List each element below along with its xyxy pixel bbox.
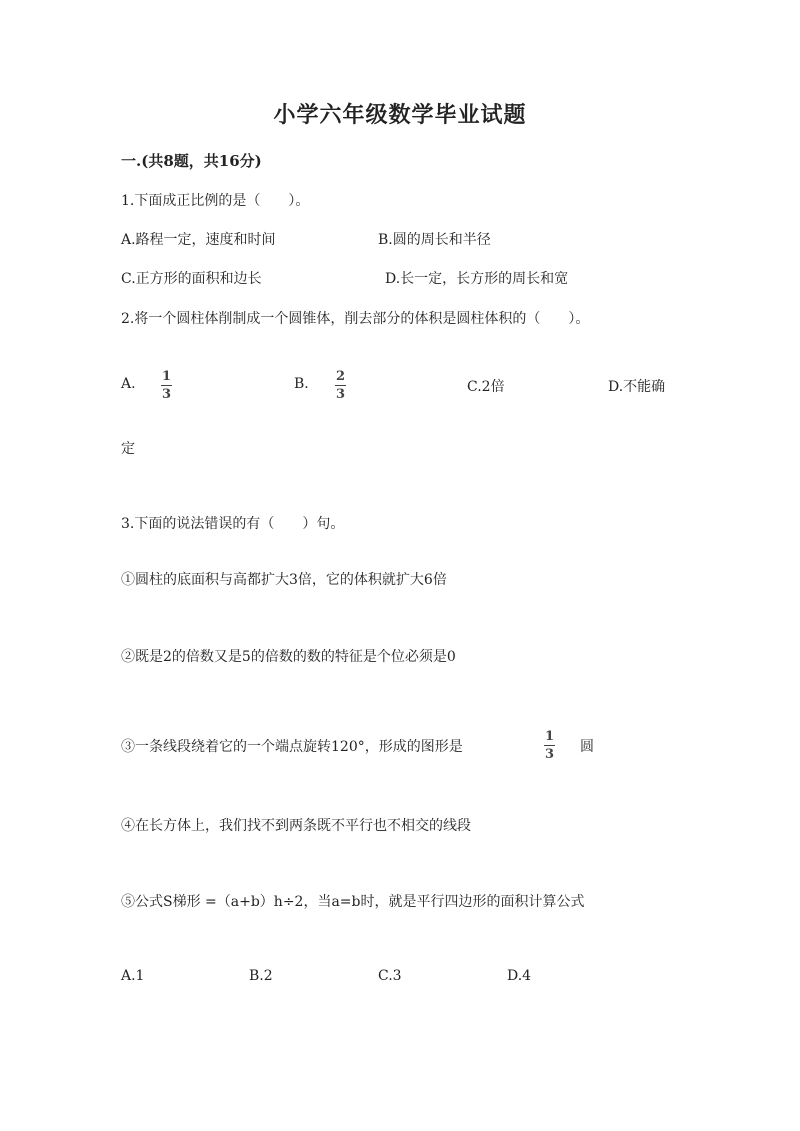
fraction-numerator: 1 <box>161 369 172 384</box>
q2-stem: 2.将一个圆柱体削制成一个圆锥体，削去部分的体积是圆柱体积的（ ）。 <box>121 311 590 327</box>
q1-option-a: A.路程一定，速度和时间 <box>121 232 276 248</box>
fraction-bar <box>161 385 172 386</box>
fraction-bar <box>544 745 555 746</box>
q1-option-b: B.圆的周长和半径 <box>378 232 491 248</box>
fraction-numerator: 1 <box>544 729 555 744</box>
q3-statement-3-fraction <box>544 730 555 761</box>
q1-stem: 1.下面成正比例的是（ ）。 <box>121 193 310 209</box>
q3-statement-4: ④在长方体上，我们找不到两条既不平行也不相交的线段 <box>121 818 471 834</box>
fraction-denominator: 3 <box>161 387 172 402</box>
q3-statement-3-suffix: 圆 <box>580 739 594 755</box>
q3-statement-1: ①圆柱的底面积与高都扩大3倍，它的体积就扩大6倍 <box>121 572 447 588</box>
q3-option-b: B.2 <box>249 968 273 984</box>
fraction-bar <box>335 385 346 386</box>
q3-option-d: D.4 <box>507 968 532 984</box>
section-heading: 一.(共8题，共16分) <box>121 152 262 170</box>
q2-option-b-label: B. <box>294 376 309 392</box>
q2-option-a-fraction <box>161 370 172 401</box>
q2-option-a-label: A. <box>121 376 136 392</box>
q3-option-c: C.3 <box>378 968 402 984</box>
fraction-numerator: 2 <box>335 369 346 384</box>
q2-option-c: C.2倍 <box>467 379 505 395</box>
q3-statement-2: ②既是2的倍数又是5的倍数的数的特征是个位必须是0 <box>121 649 456 665</box>
q3-option-a: A.1 <box>121 968 145 984</box>
q1-option-c: C.正方形的面积和边长 <box>121 271 262 287</box>
q1-option-d: D.长一定，长方形的周长和宽 <box>385 271 569 287</box>
fraction-denominator: 3 <box>544 747 555 762</box>
fraction-denominator: 3 <box>335 387 346 402</box>
q3-statement-3: ③一条线段绕着它的一个端点旋转120°，形成的图形是 <box>121 739 463 755</box>
q3-statement-5: ⑤公式S梯形 =（a+b）h÷2，当a=b时，就是平行四边形的面积计算公式 <box>121 894 585 910</box>
page-title: 小学六年级数学毕业试题 <box>273 102 527 128</box>
q2-option-d-continuation: 定 <box>121 441 135 457</box>
q3-stem: 3.下面的说法错误的有（ ）句。 <box>121 516 345 532</box>
q2-option-b-fraction <box>335 370 346 401</box>
q2-option-d: D.不能确 <box>608 379 666 395</box>
